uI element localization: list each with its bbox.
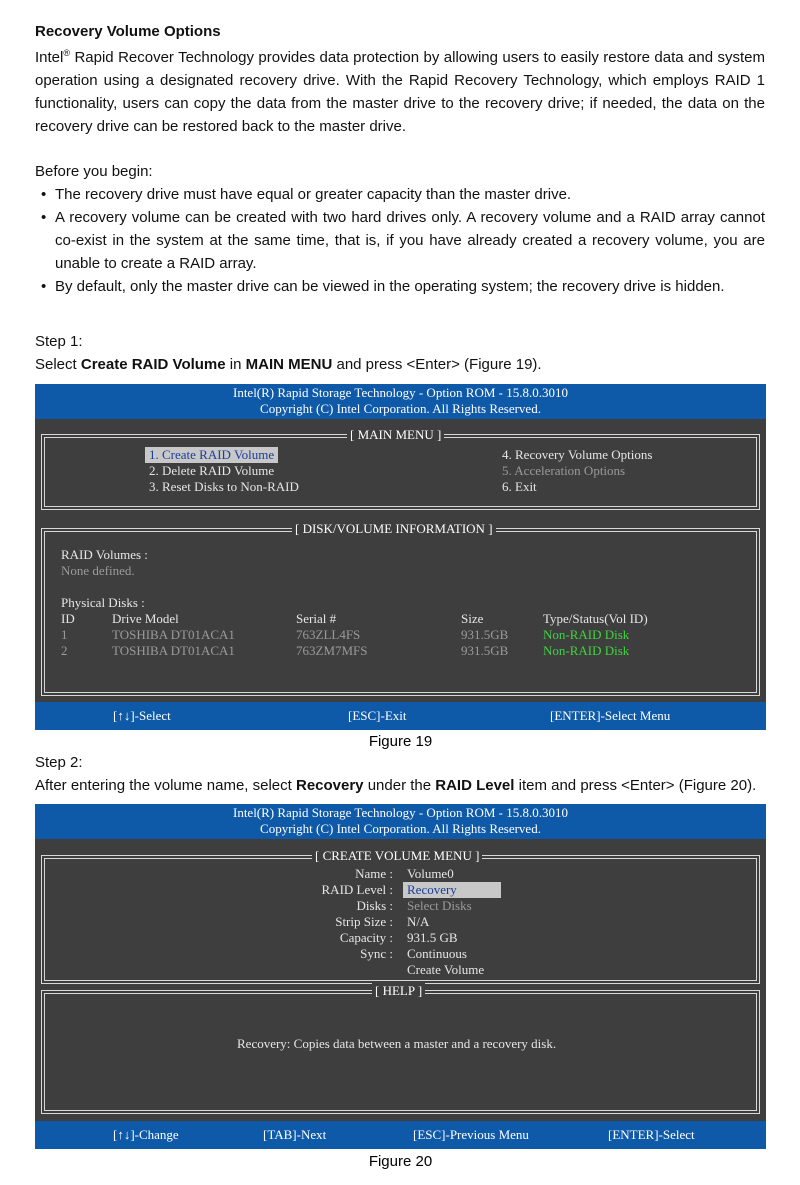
intro-paragraph <box>35 42 765 138</box>
bios-footer <box>35 1121 766 1149</box>
document-text <box>35 22 765 376</box>
column-header-id: ID <box>61 611 75 626</box>
step1-instruction <box>35 353 765 376</box>
bullet-text: The recovery drive must have equal or greater capacity than the master drive. <box>55 186 572 203</box>
sync-label: Sync : <box>360 946 393 961</box>
capacity-field[interactable]: 931.5 GB <box>407 930 458 945</box>
help-text: Recovery: Copies data between a master and a recovery disk. <box>237 1036 557 1051</box>
raid-volumes-label: RAID Volumes : <box>61 547 148 562</box>
column-header-size: Size <box>461 611 484 626</box>
footer-select-hint: [↑↓]-Select <box>113 708 171 723</box>
raid-level-label: RAID Level : <box>321 882 393 897</box>
footer-select-hint: [ENTER]-Select <box>608 1127 695 1142</box>
strip-size-label: Strip Size : <box>335 914 393 929</box>
figure19-bios-screen <box>35 384 766 730</box>
bios-header-title: Intel(R) Rapid Storage Technology - Option ROM - 15.8.0.3010 <box>232 385 568 400</box>
registered-mark: ® <box>63 48 70 58</box>
column-header-serial: Serial # <box>296 611 337 626</box>
disk2-model: TOSHIBA DT01ACA1 <box>112 643 235 658</box>
disks-label: Disks : <box>356 898 393 913</box>
name-field[interactable]: Volume0 <box>407 866 454 881</box>
intro-rest: Rapid Recover Technology provides data protection by allowing users to easily restore data and system operation using a designated recovery drive. With the Rapid Recovery Technology, which employs RAID 1 functionality, users can copy the data from the master drive to the recovery drive; if needed, the data on the recovery drive can be restored back to the master drive. <box>35 49 765 135</box>
help-title: [ HELP ] <box>372 982 425 999</box>
step2-mid: under the <box>363 777 436 794</box>
create-volume-title: [ CREATE VOLUME MENU ] <box>312 847 482 864</box>
disk2-id: 2 <box>61 643 68 658</box>
help-panel <box>41 983 760 1114</box>
create-volume-button[interactable]: Create Volume <box>407 962 485 977</box>
disk1-id: 1 <box>61 627 68 642</box>
step1-bold-menu: MAIN MENU <box>245 356 333 373</box>
list-item <box>35 183 765 206</box>
prerequisite-list <box>35 183 765 298</box>
footer-previous-menu-hint: [ESC]-Previous Menu <box>413 1127 529 1142</box>
intro-prefix: Intel <box>35 49 64 66</box>
bios-header-copyright: Copyright (C) Intel Corporation. All Rights Reserved. <box>260 401 541 416</box>
column-header-drive-model: Drive Model <box>112 611 179 626</box>
menu-item-acceleration-options: 5. Acceleration Options <box>502 463 626 478</box>
step2-bold-raid-level: RAID Level <box>435 777 515 794</box>
bios-footer <box>35 702 766 730</box>
column-header-type-status: Type/Status(Vol ID) <box>543 611 648 626</box>
step1-mid: in <box>225 356 246 373</box>
strip-size-field[interactable]: N/A <box>407 914 430 929</box>
bullet-text: By default, only the master drive can be viewed in the operating system; the recovery drive is hidden. <box>55 278 725 295</box>
step1-pre: Select <box>35 356 81 373</box>
disk1-status: Non-RAID Disk <box>543 627 630 642</box>
disk2-serial: 763ZM7MFS <box>296 643 368 658</box>
capacity-label: Capacity : <box>339 930 393 945</box>
bios-header-title: Intel(R) Rapid Storage Technology - Option ROM - 15.8.0.3010 <box>232 805 568 820</box>
menu-item-exit[interactable]: 6. Exit <box>502 479 537 494</box>
bios-header-copyright: Copyright (C) Intel Corporation. All Rights Reserved. <box>260 821 541 836</box>
step1-label: Step 1: <box>35 333 83 350</box>
disk2-status: Non-RAID Disk <box>543 643 630 658</box>
footer-select-menu-hint: [ENTER]-Select Menu <box>550 708 671 723</box>
bios-header <box>35 384 766 419</box>
disk2-size: 931.5GB <box>461 643 509 658</box>
step2-pre: After entering the volume name, select <box>35 777 296 794</box>
list-item <box>35 206 765 275</box>
section-title: Recovery Volume Options <box>35 23 221 40</box>
figure20-bios-screen <box>35 804 766 1149</box>
step2-bold-recovery: Recovery <box>295 777 364 794</box>
name-label: Name : <box>355 866 393 881</box>
footer-exit-hint: [ESC]-Exit <box>348 708 407 723</box>
menu-item-reset-disks[interactable]: 3. Reset Disks to Non-RAID <box>149 479 299 494</box>
disk-volume-info-panel <box>41 521 760 696</box>
footer-next-hint: [TAB]-Next <box>263 1127 327 1142</box>
physical-disks-label: Physical Disks : <box>61 595 145 610</box>
disk-info-title: [ DISK/VOLUME INFORMATION ] <box>292 520 496 537</box>
disk1-model: TOSHIBA DT01ACA1 <box>112 627 235 642</box>
menu-item-create-raid-volume[interactable]: 1. Create RAID Volume <box>145 447 278 463</box>
disks-select[interactable]: Select Disks <box>407 898 472 913</box>
step2-block <box>35 751 765 797</box>
figure20-caption: Figure 20 <box>368 1153 433 1170</box>
step1-bold-create: Create RAID Volume <box>80 356 226 373</box>
raid-volumes-value: None defined. <box>61 563 135 578</box>
step2-instruction <box>35 774 765 797</box>
before-you-begin: Before you begin: <box>35 163 153 180</box>
step2-label: Step 2: <box>35 754 83 771</box>
step2-post: item and press <Enter> (Figure 20). <box>514 777 757 794</box>
bullet-icon: • <box>41 186 47 203</box>
bullet-text: A recovery volume can be created with two hard drives only. A recovery volume and a RAID array cannot co-exist in the system at the same time, that is, if you have already created a recovery volume, you are unable to create a RAID array. <box>55 209 765 272</box>
figure19-caption: Figure 19 <box>368 733 433 750</box>
menu-item-delete-raid-volume[interactable]: 2. Delete RAID Volume <box>149 463 275 478</box>
list-item <box>35 275 765 298</box>
raid-level-select[interactable]: Recovery <box>403 882 501 898</box>
disk1-serial: 763ZLL4FS <box>296 627 361 642</box>
step1-post: and press <Enter> (Figure 19). <box>332 356 542 373</box>
bullet-icon: • <box>41 278 47 295</box>
bios-header <box>35 804 766 839</box>
main-menu-title: [ MAIN MENU ] <box>347 426 444 443</box>
bullet-icon: • <box>41 209 47 226</box>
footer-change-hint: [↑↓]-Change <box>113 1127 179 1142</box>
main-menu-panel <box>41 427 760 510</box>
disk1-size: 931.5GB <box>461 627 509 642</box>
menu-item-recovery-volume-options[interactable]: 4. Recovery Volume Options <box>502 447 653 462</box>
sync-field[interactable]: Continuous <box>407 946 467 961</box>
create-volume-panel <box>41 848 760 984</box>
